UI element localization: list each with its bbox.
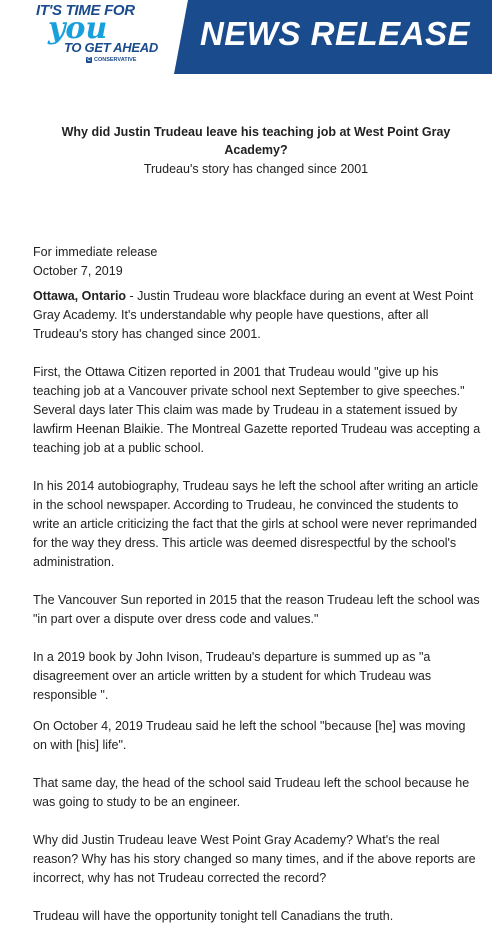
logo-line-1: IT'S TIME FOR [36, 2, 135, 19]
headline-subtitle: Trudeau's story has changed since 2001 [143, 162, 369, 176]
paragraph-5: In a 2019 book by John Ivison, Trudeau's departure is summed up as "a disagreement over an article written by a student for which Trudeau was responsible ". [33, 650, 432, 702]
paragraph-9: Trudeau will have the opportunity tonight tell Canadians the truth. [33, 909, 394, 923]
paragraph-1-text: - Justin Trudeau wore blackface during an event at West Point Gray Academy. It's understandable why people have questions, after all Trudeau's story has changed since 2001. [33, 289, 474, 341]
headline-title: Why did Justin Trudeau leave his teaching job at West Point Gray Academy? [61, 125, 451, 157]
release-label: For immediate release [33, 245, 158, 259]
paragraph-6: On October 4, 2019 Trudeau said he left the school "because [he] was moving on with [his] life". [33, 719, 466, 752]
banner-title: NEWS RELEASE [199, 15, 471, 52]
conservative-logo-icon: C [87, 57, 91, 63]
campaign-logo [30, 2, 160, 70]
headline-block [30, 123, 482, 179]
paragraph-2: First, the Ottawa Citizen reported in 2001 that Trudeau would "give up his teaching job at a Vancouver private school next September to give speeches." Several days later This claim was made by Trudeau in a statement issued by lawfirm Heenan Blaikie. The Montreal Gazette reported Trudeau was accepting a teaching job at a public school. [33, 365, 481, 455]
logo-line-3: TO GET AHEAD [64, 40, 158, 55]
release-date: October 7, 2019 [33, 264, 123, 278]
release-body [33, 243, 481, 926]
paragraph-4: The Vancouver Sun reported in 2015 that the reason Trudeau left the school was "in part over a dispute over dress code and values." [33, 593, 480, 626]
party-name: CONSERVATIVE [94, 57, 137, 63]
party-wordmark [86, 57, 136, 63]
paragraph-1 [33, 287, 481, 344]
paragraph-8: Why did Justin Trudeau leave West Point Gray Academy? What's the real reason? Why has his story changed so many times, and if the above reports are incorrect, why has not Trudeau corrected the record? [33, 833, 476, 885]
header [0, 0, 492, 74]
paragraph-3: In his 2014 autobiography, Trudeau says he left the school after writing an article in the school newspaper. According to Trudeau, he convinced the students to write an article criticizing the fact that the girls at school were never reprimanded for the way they dress. This article was deemed disrespectful by the school's administration. [33, 479, 479, 569]
logo-line-2: you [48, 11, 108, 46]
paragraph-7: That same day, the head of the school said Trudeau left the school because he was going to study to be an engineer. [33, 776, 470, 809]
dateline: Ottawa, Ontario [33, 289, 127, 303]
